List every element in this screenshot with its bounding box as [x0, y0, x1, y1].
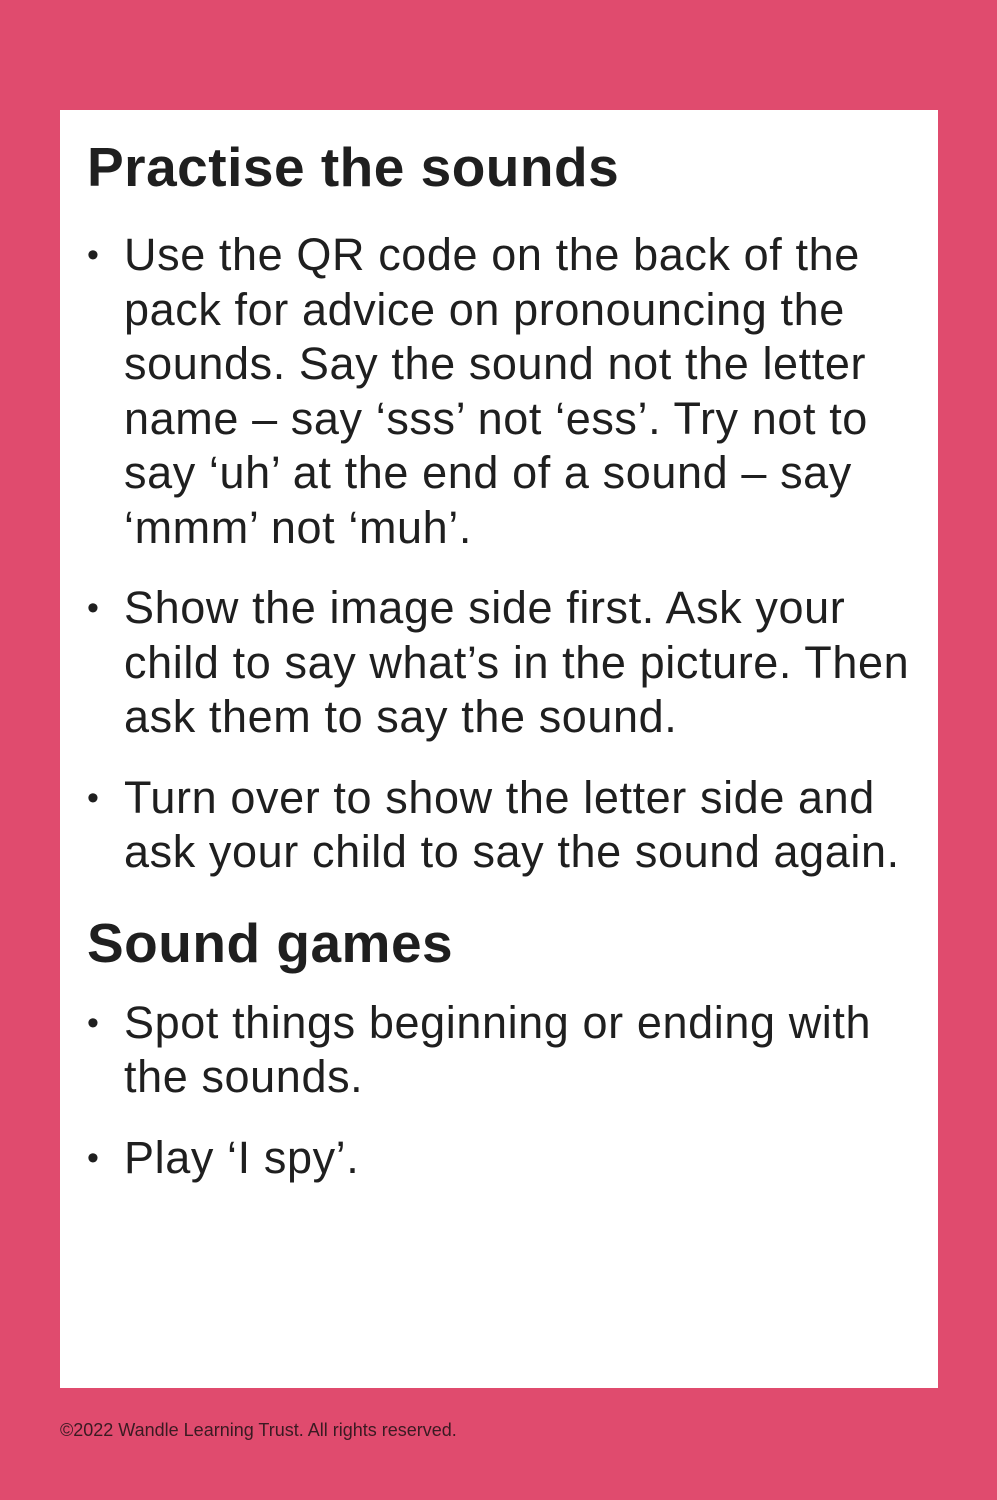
- list-item: • Turn over to show the letter side and ask your child to say the sound again.: [87, 771, 910, 880]
- practise-title: Practise the sounds: [87, 136, 620, 198]
- instruction-card: [60, 110, 938, 1388]
- games-list: [87, 996, 910, 1186]
- copyright-notice: ©2022 Wandle Learning Trust. All rights reserved.: [60, 1420, 457, 1440]
- list-item: • Spot things beginning or ending with the sounds.: [87, 996, 910, 1105]
- list-item: • Show the image side first. Ask your child to say what’s in the picture. Then ask them to say the sound.: [87, 581, 910, 745]
- list-item: • Use the QR code on the back of the pack for advice on pronouncing the sounds. Say the sound not the letter name – say ‘sss’ not ‘ess’. Try not to say ‘uh’ at the end of a sound – say ‘mmm’ not ‘muh’.: [87, 228, 910, 555]
- practise-list: [87, 228, 910, 880]
- list-item: • Play ‘I spy’.: [87, 1131, 910, 1186]
- games-title: Sound games: [87, 911, 454, 974]
